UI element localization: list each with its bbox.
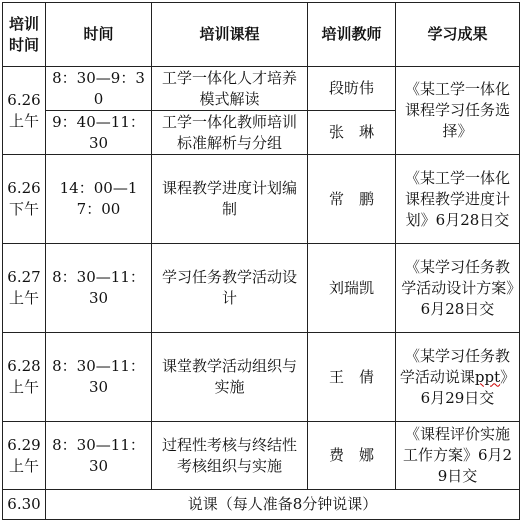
time-cell: 8：30—9：30 — [46, 67, 152, 111]
time-cell: 9：40—11：30 — [46, 111, 152, 155]
outcome-cell: 《某工学一体化课程教学进度计划》6月28日交 — [396, 155, 520, 244]
table-row — [3, 67, 520, 111]
date-line1: 6.26 — [7, 179, 41, 197]
time-cell: 8：30—11：30 — [46, 333, 152, 422]
outcome-cell — [396, 333, 520, 422]
course-cell: 工学一体化教师培训标准解析与分组 — [152, 111, 308, 155]
date-line2: 上午 — [8, 289, 39, 307]
table-header-row — [3, 3, 520, 67]
table-row — [3, 244, 520, 333]
teacher-cell: 刘瑞凯 — [308, 244, 396, 333]
header-course: 培训课程 — [152, 3, 308, 67]
header-training-time-line2: 时间 — [8, 35, 39, 54]
date-cell — [3, 244, 46, 333]
date-line1: 6.26 — [7, 90, 41, 109]
course-cell: 过程性考核与终结性考核组织与实施 — [152, 422, 308, 490]
course-cell: 工学一体化人才培养模式解读 — [152, 67, 308, 111]
date-line2: 下午 — [8, 200, 39, 218]
date-line2: 上午 — [8, 378, 39, 396]
header-teacher: 培训教师 — [308, 3, 396, 67]
date-cell — [3, 333, 46, 422]
outcome-cell: 《某工学一体化课程学习任务选择》 — [396, 67, 520, 155]
time-cell: 8：30—11：30 — [46, 244, 152, 333]
presentation-cell: 说课（每人准备8分钟说课） — [46, 490, 520, 520]
date-cell — [3, 155, 46, 244]
table-row — [3, 333, 520, 422]
header-training-time-line1: 培训 — [8, 14, 39, 33]
date-line1: 6.29 — [7, 435, 41, 454]
date-line1: 6.28 — [7, 357, 41, 375]
date-line1: 6.27 — [7, 268, 41, 286]
outcome-ppt-spellcheck: ppt — [474, 367, 501, 386]
table-row — [3, 422, 520, 490]
table-row — [3, 155, 520, 244]
teacher-cell: 段昉伟 — [308, 67, 396, 111]
date-cell — [3, 67, 46, 155]
date-cell — [3, 422, 46, 490]
teacher-cell: 费 娜 — [308, 422, 396, 490]
header-training-time — [3, 3, 46, 67]
time-cell: 8：30—11：30 — [46, 422, 152, 490]
date-line2: 上午 — [8, 456, 39, 475]
date-line2: 上午 — [8, 111, 39, 130]
table-row — [3, 490, 520, 520]
course-cell: 课程教学进度计划编制 — [152, 155, 308, 244]
training-schedule-table — [2, 2, 520, 520]
teacher-cell: 王 倩 — [308, 333, 396, 422]
outcome-cell: 《课程评价实施工作方案》6月29日交 — [396, 422, 520, 490]
outcome-cell: 《某学习任务教学活动设计方案》6月28日交 — [396, 244, 520, 333]
date-cell: 6.30 — [3, 490, 46, 520]
teacher-cell: 张 琳 — [308, 111, 396, 155]
outcome-suffix: 》6月29日交 — [420, 367, 516, 407]
time-cell: 14：00—17：00 — [46, 155, 152, 244]
header-time: 时间 — [46, 3, 152, 67]
teacher-cell: 常 鹏 — [308, 155, 396, 244]
outcome-prefix: 《某学习任务教学活动说课 — [399, 346, 510, 386]
course-cell: 课堂教学活动组织与实施 — [152, 333, 308, 422]
course-cell: 学习任务教学活动设计 — [152, 244, 308, 333]
header-outcome: 学习成果 — [396, 3, 520, 67]
